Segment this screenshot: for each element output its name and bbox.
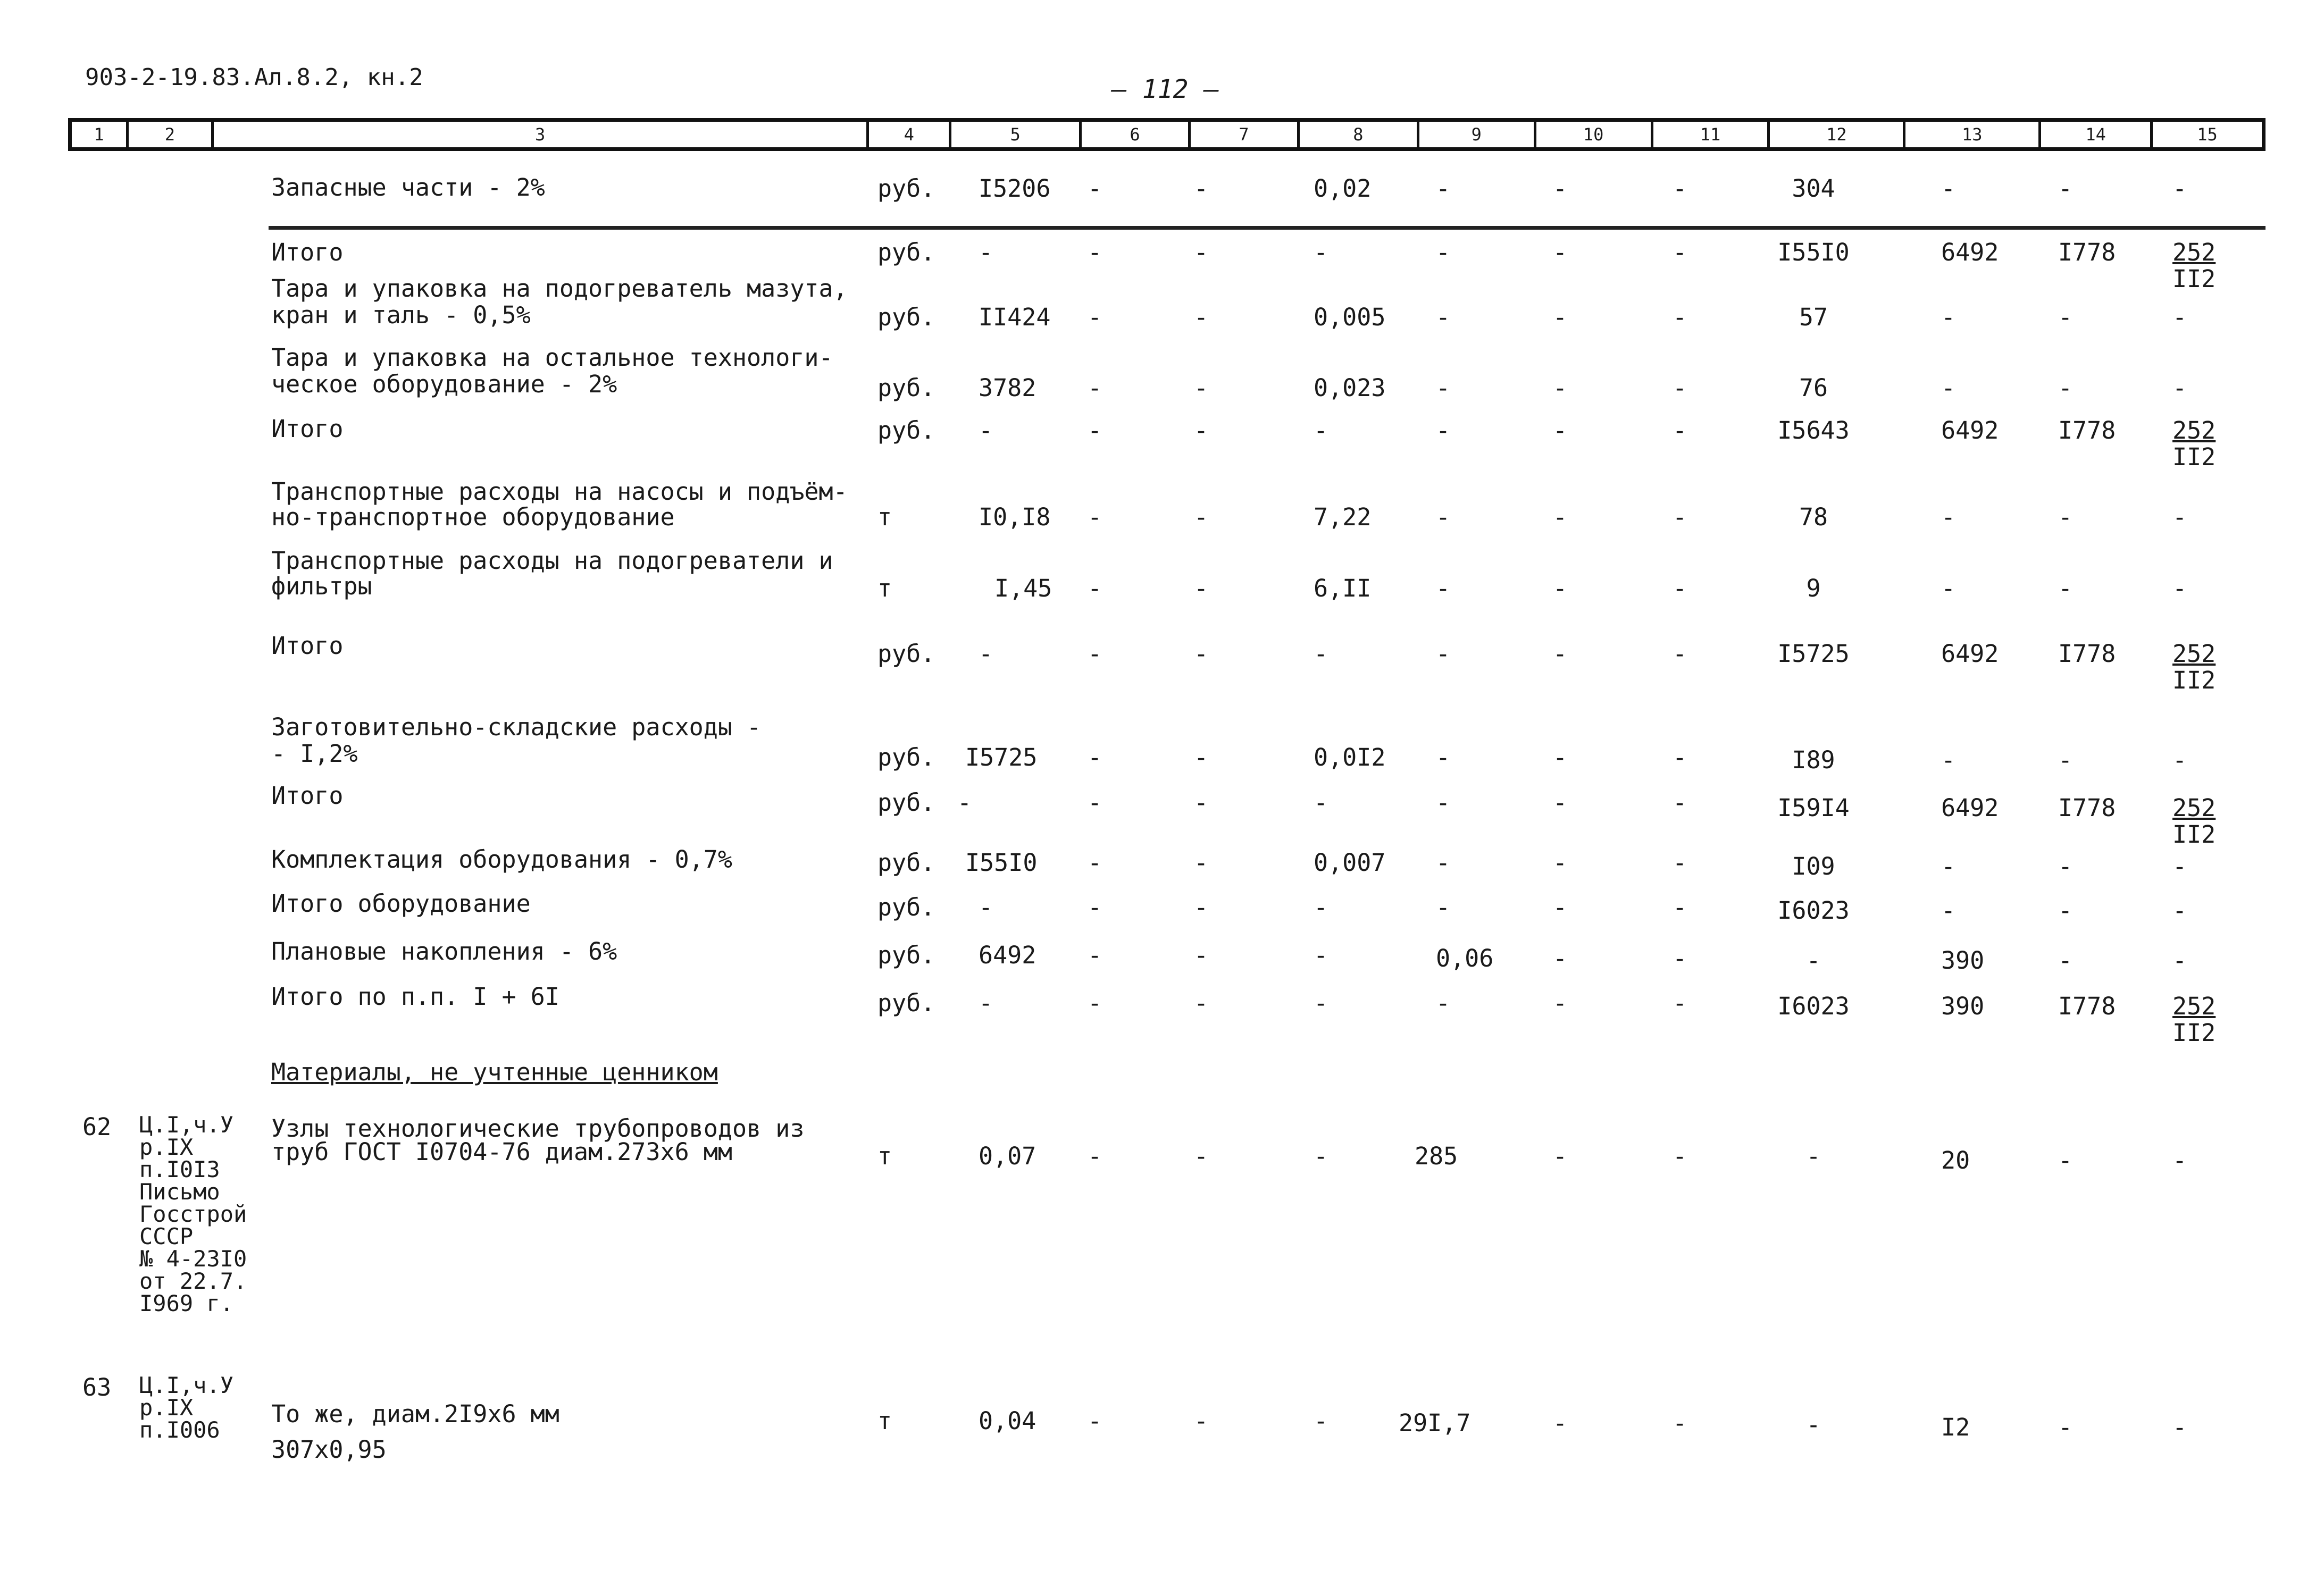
row-unit: т bbox=[877, 574, 892, 602]
cell: I6023 bbox=[1777, 896, 1850, 925]
fraction-denominator: II2 bbox=[2172, 666, 2216, 694]
row-name: Транспортные расходы на насосы и подъём- bbox=[271, 477, 848, 506]
row-name-cont: но-транспортное оборудование bbox=[271, 503, 675, 531]
cell: - bbox=[2172, 852, 2187, 880]
cell: - bbox=[1088, 238, 1102, 266]
cell: - bbox=[2058, 1413, 2073, 1441]
cell: 78 bbox=[1799, 503, 1828, 531]
column-header: 3 bbox=[214, 122, 869, 147]
cell: - bbox=[2172, 896, 2187, 925]
cell: - bbox=[1673, 1142, 1687, 1170]
column-header: 11 bbox=[1653, 122, 1770, 147]
cell: - bbox=[1553, 989, 1568, 1017]
cell: - bbox=[2172, 174, 2187, 203]
cell: - bbox=[1088, 303, 1102, 331]
basis-list bbox=[139, 1374, 233, 1441]
cell: 0,007 bbox=[1314, 849, 1386, 877]
fraction-cell bbox=[2172, 417, 2216, 471]
row-unit: т bbox=[877, 503, 892, 531]
cell: I778 bbox=[2058, 416, 2116, 444]
cell: - bbox=[1673, 374, 1687, 402]
cell: - bbox=[979, 989, 993, 1017]
cell: I778 bbox=[2058, 238, 2116, 266]
row-unit: руб. bbox=[877, 303, 935, 331]
cell: - bbox=[1941, 374, 1956, 402]
cell: - bbox=[1194, 174, 1209, 203]
row-name: Комплектация оборудования - 0,7% bbox=[271, 845, 732, 874]
cell: - bbox=[1553, 174, 1568, 203]
cell: - bbox=[1436, 989, 1451, 1017]
page-number: — 112 — bbox=[1111, 74, 1219, 104]
cell: I5725 bbox=[965, 743, 1038, 771]
cell: - bbox=[2172, 1413, 2187, 1441]
cell: - bbox=[1088, 503, 1102, 531]
fraction-cell bbox=[2172, 239, 2216, 292]
column-header: 12 bbox=[1770, 122, 1905, 147]
cell: - bbox=[2172, 303, 2187, 331]
cell: - bbox=[1941, 746, 1956, 774]
cell: I55I0 bbox=[965, 849, 1038, 877]
cell: - bbox=[2058, 374, 2073, 402]
column-header: 5 bbox=[951, 122, 1082, 147]
column-header: 4 bbox=[869, 122, 951, 147]
cell: I778 bbox=[2058, 794, 2116, 822]
cell: 6492 bbox=[1941, 640, 1999, 668]
cell: 7,22 bbox=[1314, 503, 1372, 531]
row-name-cont: - I,2% bbox=[271, 740, 358, 768]
cell: - bbox=[1314, 1407, 1328, 1435]
cell: - bbox=[1314, 238, 1328, 266]
cell: 0,023 bbox=[1314, 374, 1386, 402]
fraction-numerator: 252 bbox=[2172, 992, 2216, 1020]
cell: - bbox=[1673, 238, 1687, 266]
cell: I5206 bbox=[979, 174, 1051, 203]
row-unit: руб. bbox=[877, 238, 935, 266]
column-header: 14 bbox=[2041, 122, 2153, 147]
row-name: Плановые накопления - 6% bbox=[271, 937, 617, 965]
cell: - bbox=[1088, 1407, 1102, 1435]
row-name: Итого bbox=[271, 238, 344, 266]
basis-line: р.IX bbox=[139, 1134, 194, 1160]
cell: - bbox=[1436, 849, 1451, 877]
cell: - bbox=[1553, 503, 1568, 531]
cell: I0,I8 bbox=[979, 503, 1051, 531]
cell: - bbox=[1194, 640, 1209, 668]
cell: - bbox=[957, 788, 972, 817]
cell: - bbox=[1194, 1407, 1209, 1435]
document-code: 903-2-19.83.Ал.8.2, кн.2 bbox=[85, 64, 423, 91]
item-note: 307х0,95 bbox=[271, 1435, 387, 1464]
fraction-numerator: 252 bbox=[2172, 794, 2216, 822]
row-name: Тара и упаковка на подогреватель мазута, bbox=[271, 274, 848, 303]
fraction-denominator: II2 bbox=[2172, 1019, 2216, 1047]
basis-line: р.IX bbox=[139, 1395, 194, 1421]
cell: - bbox=[1553, 238, 1568, 266]
row-name-cont: ческое оборудование - 2% bbox=[271, 370, 617, 398]
cell: 285 bbox=[1415, 1142, 1458, 1170]
cell: - bbox=[1673, 574, 1687, 602]
fraction-denominator: II2 bbox=[2172, 443, 2216, 471]
column-header: 1 bbox=[72, 122, 129, 147]
column-header: 10 bbox=[1536, 122, 1653, 147]
cell: - bbox=[1088, 174, 1102, 203]
cell: - bbox=[2058, 1146, 2073, 1174]
row-name: Запасные части - 2% bbox=[271, 173, 545, 202]
cell: 20 bbox=[1941, 1146, 1970, 1174]
cell: 0,04 bbox=[979, 1407, 1036, 1435]
cell: - bbox=[1088, 1142, 1102, 1170]
cell: - bbox=[1088, 893, 1102, 921]
column-header: 8 bbox=[1300, 122, 1419, 147]
cell: 6,II bbox=[1314, 574, 1372, 602]
cell: I778 bbox=[2058, 640, 2116, 668]
cell: - bbox=[2172, 374, 2187, 402]
basis-line: п.I006 bbox=[139, 1417, 220, 1443]
cell: - bbox=[1436, 303, 1451, 331]
cell: 29I,7 bbox=[1399, 1409, 1471, 1437]
cell: - bbox=[1314, 941, 1328, 969]
cell: - bbox=[1673, 503, 1687, 531]
cell: - bbox=[1194, 849, 1209, 877]
cell: - bbox=[1553, 743, 1568, 771]
cell: - bbox=[1088, 788, 1102, 817]
cell: - bbox=[1436, 893, 1451, 921]
cell: - bbox=[1194, 416, 1209, 444]
row-unit: руб. bbox=[877, 989, 935, 1017]
cell: - bbox=[1806, 946, 1821, 975]
cell: - bbox=[1436, 174, 1451, 203]
divider bbox=[269, 226, 2266, 230]
row-name: Итого оборудование bbox=[271, 889, 531, 918]
cell: 9 bbox=[1806, 574, 1821, 602]
cell: - bbox=[1194, 303, 1209, 331]
item-name: То же, диам.2I9х6 мм bbox=[271, 1400, 559, 1428]
basis-line: п.I0I3 bbox=[139, 1156, 220, 1182]
column-header: 7 bbox=[1191, 122, 1300, 147]
column-header-row bbox=[68, 118, 2266, 151]
row-unit: т bbox=[877, 1407, 892, 1435]
cell: - bbox=[2172, 1146, 2187, 1174]
column-header: 9 bbox=[1419, 122, 1536, 147]
cell: - bbox=[1673, 788, 1687, 817]
cell: - bbox=[1673, 944, 1687, 972]
basis-line: Ц.I,ч.У bbox=[139, 1112, 234, 1138]
cell: - bbox=[1673, 640, 1687, 668]
cell: - bbox=[1553, 788, 1568, 817]
cell: - bbox=[1194, 788, 1209, 817]
basis-line: Письмо bbox=[139, 1179, 220, 1205]
cell: - bbox=[1806, 1411, 1821, 1439]
cell: - bbox=[979, 640, 993, 668]
cell: - bbox=[1553, 849, 1568, 877]
position-number: 63 bbox=[82, 1373, 112, 1401]
cell: - bbox=[1194, 1142, 1209, 1170]
cell: - bbox=[1941, 852, 1956, 880]
cell: - bbox=[1673, 743, 1687, 771]
cell: I2 bbox=[1941, 1413, 1970, 1441]
cell: 304 bbox=[1792, 174, 1835, 203]
cell: - bbox=[1088, 374, 1102, 402]
cell: - bbox=[979, 238, 993, 266]
cell: 6492 bbox=[1941, 416, 1999, 444]
cell: - bbox=[1194, 574, 1209, 602]
fraction-cell bbox=[2172, 641, 2216, 694]
cell: I5725 bbox=[1777, 640, 1850, 668]
cell: 76 bbox=[1799, 374, 1828, 402]
fraction-denominator: II2 bbox=[2172, 265, 2216, 293]
cell: 390 bbox=[1941, 946, 1985, 975]
cell: - bbox=[1436, 238, 1451, 266]
cell: 0,06 bbox=[1436, 944, 1494, 972]
fraction-cell bbox=[2172, 993, 2216, 1046]
cell: - bbox=[1194, 941, 1209, 969]
cell: - bbox=[1314, 640, 1328, 668]
cell: - bbox=[1194, 238, 1209, 266]
cell: - bbox=[1553, 303, 1568, 331]
cell: - bbox=[2058, 946, 2073, 975]
row-name: Итого bbox=[271, 415, 344, 443]
cell: - bbox=[1436, 503, 1451, 531]
cell: - bbox=[1673, 1409, 1687, 1437]
row-name: Заготовительно-складские расходы - bbox=[271, 713, 762, 741]
cell: I89 bbox=[1792, 746, 1835, 774]
cell: I5643 bbox=[1777, 416, 1850, 444]
row-unit: руб. bbox=[877, 893, 935, 921]
basis-line: Госстрой bbox=[139, 1201, 247, 1227]
cell: - bbox=[1088, 849, 1102, 877]
cell: - bbox=[1314, 788, 1328, 817]
cell: - bbox=[1941, 503, 1956, 531]
cell: I,45 bbox=[994, 574, 1052, 602]
cell: - bbox=[1314, 893, 1328, 921]
section-title: Материалы, не учтенные ценником bbox=[271, 1058, 718, 1086]
column-header: 6 bbox=[1082, 122, 1191, 147]
cell: - bbox=[1553, 574, 1568, 602]
column-header: 15 bbox=[2197, 124, 2218, 145]
cell: - bbox=[1314, 416, 1328, 444]
cell: - bbox=[1088, 989, 1102, 1017]
row-name: Тара и упаковка на остальное технологи- bbox=[271, 343, 833, 372]
cell: - bbox=[1553, 1142, 1568, 1170]
cell: 0,005 bbox=[1314, 303, 1386, 331]
cell: - bbox=[1941, 174, 1956, 203]
row-unit: т bbox=[877, 1142, 892, 1170]
cell: II424 bbox=[979, 303, 1051, 331]
cell: - bbox=[979, 416, 993, 444]
cell: I09 bbox=[1792, 852, 1835, 880]
cell: - bbox=[1553, 944, 1568, 972]
cell: - bbox=[1088, 941, 1102, 969]
cell: - bbox=[1314, 1142, 1328, 1170]
row-unit: руб. bbox=[877, 941, 935, 969]
row-unit: руб. bbox=[877, 416, 935, 444]
cell: - bbox=[1673, 416, 1687, 444]
cell: - bbox=[1088, 640, 1102, 668]
cell: - bbox=[1088, 743, 1102, 771]
cell: - bbox=[1194, 503, 1209, 531]
basis-list bbox=[139, 1114, 247, 1315]
cell: - bbox=[2058, 503, 2073, 531]
cell: - bbox=[2172, 503, 2187, 531]
cell: - bbox=[2058, 896, 2073, 925]
cell: - bbox=[1194, 743, 1209, 771]
cell: - bbox=[979, 893, 993, 921]
fraction-numerator: 252 bbox=[2172, 640, 2216, 668]
basis-line: СССР bbox=[139, 1223, 194, 1249]
cell: 390 bbox=[1941, 992, 1985, 1020]
fraction-denominator: II2 bbox=[2172, 820, 2216, 849]
cell: - bbox=[1941, 303, 1956, 331]
cell: - bbox=[2058, 303, 2073, 331]
cell: - bbox=[2058, 174, 2073, 203]
basis-line: I969 г. bbox=[139, 1290, 234, 1316]
cell: 0,0I2 bbox=[1314, 743, 1386, 771]
cell: - bbox=[1553, 374, 1568, 402]
cell: - bbox=[1941, 896, 1956, 925]
cell: - bbox=[1436, 574, 1451, 602]
row-name: Итого bbox=[271, 632, 344, 660]
cell: 57 bbox=[1799, 303, 1828, 331]
fraction-numerator: 252 bbox=[2172, 416, 2216, 444]
cell: 6492 bbox=[1941, 238, 1999, 266]
cell: 0,07 bbox=[979, 1142, 1036, 1170]
column-header: 2 bbox=[129, 122, 214, 147]
cell: - bbox=[2172, 574, 2187, 602]
row-unit: руб. bbox=[877, 174, 935, 203]
row-name: Итого bbox=[271, 782, 344, 810]
cell: - bbox=[1194, 893, 1209, 921]
cell: - bbox=[1436, 743, 1451, 771]
cell: - bbox=[1314, 989, 1328, 1017]
cell: - bbox=[2172, 746, 2187, 774]
row-unit: руб. bbox=[877, 374, 935, 402]
cell: - bbox=[1436, 788, 1451, 817]
cell: - bbox=[1673, 893, 1687, 921]
cell: I6023 bbox=[1777, 992, 1850, 1020]
row-name-cont: фильтры bbox=[271, 572, 372, 600]
cell: - bbox=[1553, 893, 1568, 921]
row-name: Итого по п.п. I + 6I bbox=[271, 983, 559, 1011]
cell: I778 bbox=[2058, 992, 2116, 1020]
cell: - bbox=[1088, 574, 1102, 602]
basis-line: Ц.I,ч.У bbox=[139, 1372, 234, 1398]
cell: - bbox=[1436, 374, 1451, 402]
cell: 6492 bbox=[979, 941, 1036, 969]
cell: - bbox=[1673, 174, 1687, 203]
cell: - bbox=[2172, 946, 2187, 975]
cell: - bbox=[1553, 640, 1568, 668]
cell: - bbox=[2058, 574, 2073, 602]
basis-line: № 4-23I0 bbox=[139, 1246, 247, 1272]
cell: - bbox=[1673, 303, 1687, 331]
fraction-numerator: 252 bbox=[2172, 238, 2216, 266]
cell: - bbox=[1941, 574, 1956, 602]
cell: - bbox=[2058, 746, 2073, 774]
basis-line: от 22.7. bbox=[139, 1268, 247, 1294]
cell: - bbox=[1673, 849, 1687, 877]
row-unit: руб. bbox=[877, 849, 935, 877]
cell: - bbox=[1194, 989, 1209, 1017]
cell: - bbox=[1436, 640, 1451, 668]
cell: - bbox=[2058, 852, 2073, 880]
position-number: 62 bbox=[82, 1113, 112, 1141]
cell: I55I0 bbox=[1777, 238, 1850, 266]
column-header: 13 bbox=[1905, 122, 2041, 147]
item-name: Узлы технологические трубопроводов из bbox=[271, 1114, 805, 1143]
item-name-cont: труб ГОСТ I0704-76 диам.273х6 мм bbox=[271, 1138, 732, 1166]
cell: - bbox=[1088, 416, 1102, 444]
row-name: Транспортные расходы на подогреватели и bbox=[271, 547, 833, 575]
row-unit: руб. bbox=[877, 640, 935, 668]
cell: - bbox=[1806, 1142, 1821, 1170]
cell: I59I4 bbox=[1777, 794, 1850, 822]
cell: 3782 bbox=[979, 374, 1036, 402]
row-unit: руб. bbox=[877, 743, 935, 771]
row-unit: руб. bbox=[877, 788, 935, 817]
cell: - bbox=[1436, 416, 1451, 444]
cell: - bbox=[1553, 1409, 1568, 1437]
cell: - bbox=[1673, 989, 1687, 1017]
row-name-cont: кран и таль - 0,5% bbox=[271, 301, 531, 329]
cell: 6492 bbox=[1941, 794, 1999, 822]
cell: 0,02 bbox=[1314, 174, 1372, 203]
fraction-cell bbox=[2172, 795, 2216, 848]
cell: - bbox=[1194, 374, 1209, 402]
cell: - bbox=[1553, 416, 1568, 444]
